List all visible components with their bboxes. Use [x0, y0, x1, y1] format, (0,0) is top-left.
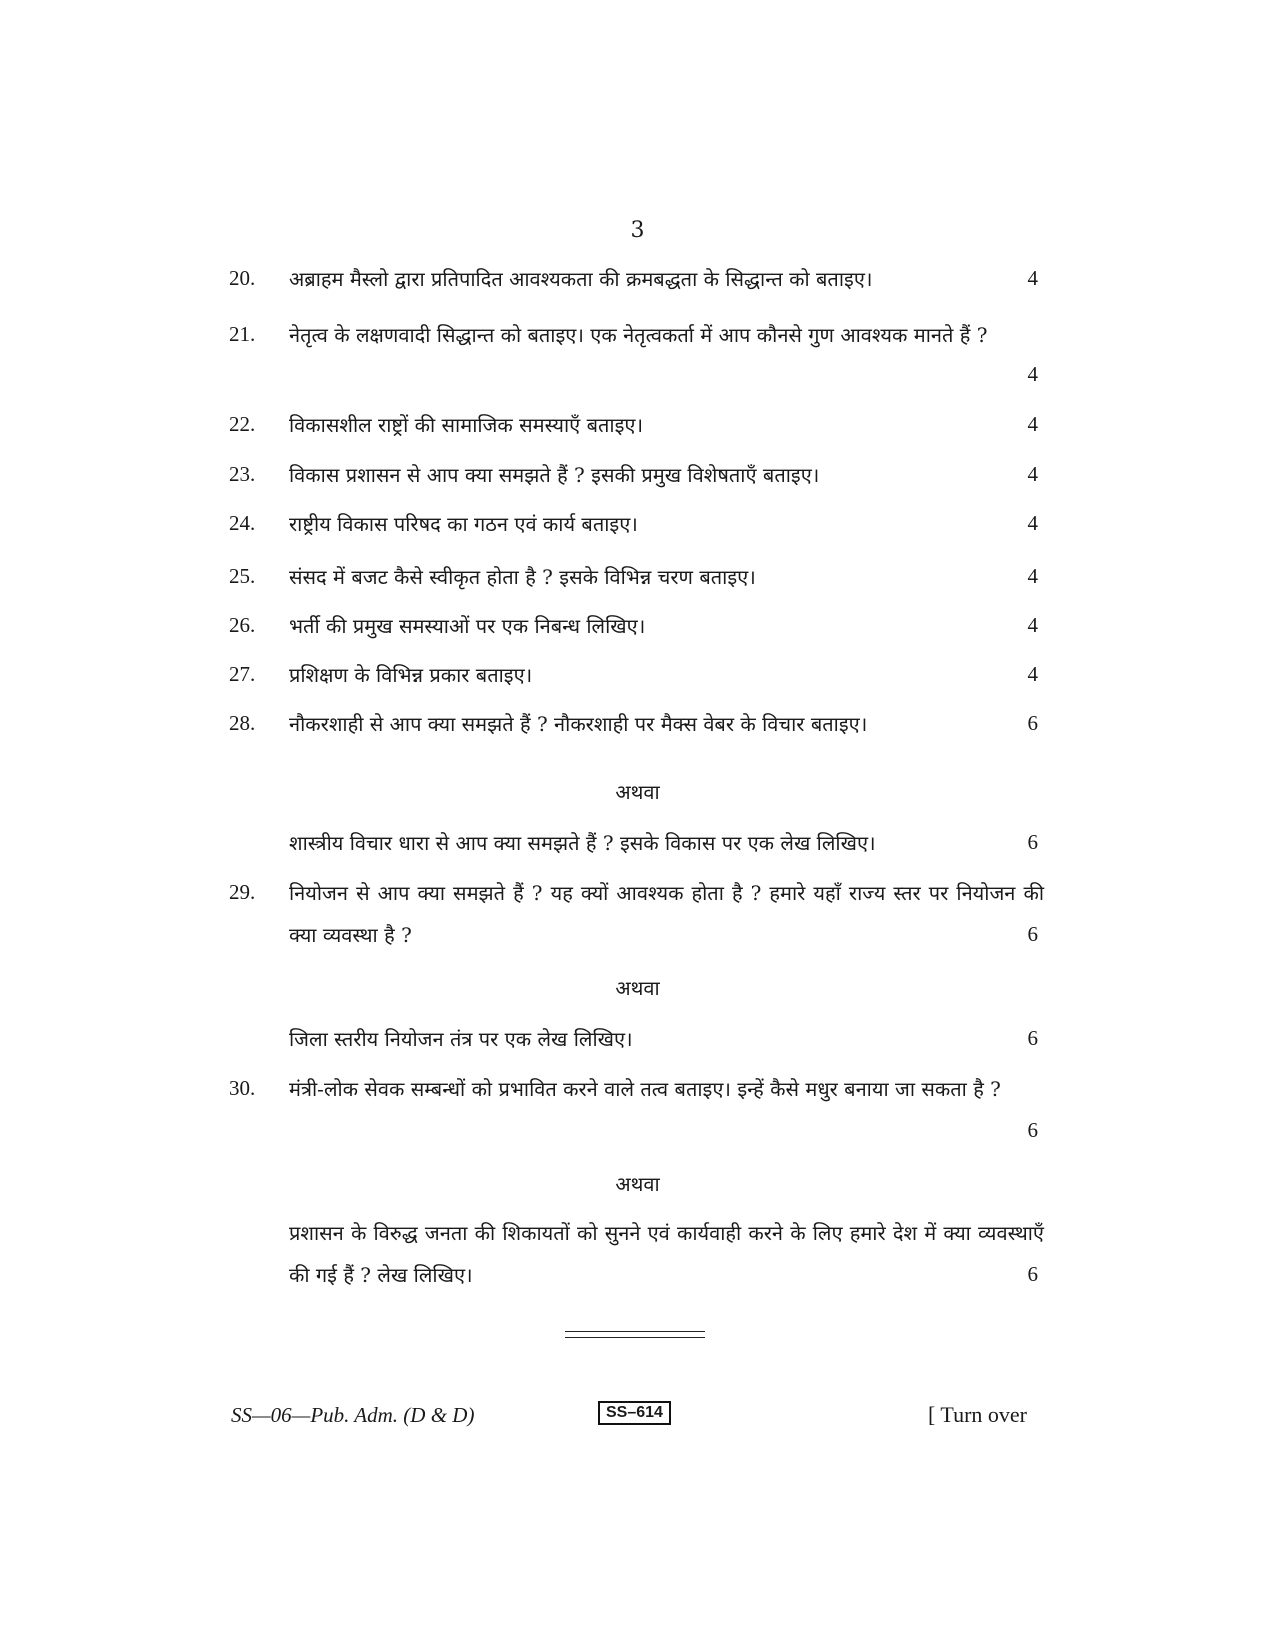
question-28: [0, 703, 1275, 743]
question-number: 28.: [229, 711, 256, 735]
question-text: राष्ट्रीय विकास परिषद का गठन एवं कार्य बताइए।: [289, 512, 638, 536]
alternative-question-text: शास्त्रीय विचार धारा से आप क्या समझते हैं ? इसके विकास पर एक लेख लिखिए।: [289, 831, 876, 855]
page-number: 3: [630, 218, 645, 243]
question-text: अब्राहम मैस्लो द्वारा प्रतिपादित आवश्यकता की क्रमबद्धता के सिद्धान्त को बताइए।: [289, 267, 873, 291]
question-text: प्रशिक्षण के विभिन्न प्रकार बताइए।: [289, 663, 533, 687]
alternative-question-text: प्रशासन के विरुद्ध जनता की शिकायतों को सुनने एवं कार्यवाही करने के लिए हमारे देश में क्या व्यवस्थाएँ की गई हैं ? लेख लिखिए।: [289, 1221, 1044, 1287]
or-label: अथवा: [615, 1172, 660, 1196]
question-25: [0, 556, 1275, 596]
question-marks: 6: [1027, 922, 1038, 946]
question-text: विकास प्रशासन से आप क्या समझते हैं ? इसकी प्रमुख विशेषताएँ बताइए।: [289, 463, 820, 487]
question-text: विकासशील राष्ट्रों की सामाजिक समस्याएँ बताइए।: [289, 413, 644, 437]
question-number: 22.: [229, 412, 256, 436]
question-30: [0, 1068, 1275, 1142]
question-number: 26.: [229, 613, 256, 637]
question-number: 23.: [229, 462, 256, 486]
footer-subject: SS—06—Pub. Adm. (D & D): [231, 1403, 475, 1427]
question-28-alternative: [0, 822, 1275, 862]
or-label: अथवा: [615, 976, 660, 1000]
question-22: [0, 404, 1275, 444]
question-text: संसद में बजट कैसे स्वीकृत होता है ? इसके विभिन्न चरण बताइए।: [289, 565, 756, 589]
question-marks: 4: [1027, 662, 1038, 686]
question-text: मंत्री-लोक सेवक सम्बन्धों को प्रभावित करने वाले तत्व बताइए। इन्हें कैसे मधुर बनाया जा सकता है ?: [289, 1077, 1001, 1101]
question-marks: 4: [1027, 266, 1038, 290]
question-marks: 4: [1027, 511, 1038, 535]
question-21: [0, 314, 1275, 386]
question-marks: 4: [1027, 362, 1038, 386]
question-20: [0, 258, 1275, 298]
question-marks: 6: [1027, 1118, 1038, 1142]
question-marks: 4: [1027, 613, 1038, 637]
question-text: भर्ती की प्रमुख समस्याओं पर एक निबन्ध लिखिए।: [289, 614, 646, 638]
question-27: [0, 654, 1275, 694]
alternative-question-text: जिला स्तरीय नियोजन तंत्र पर एक लेख लिखिए।: [289, 1027, 633, 1051]
question-marks: 4: [1027, 412, 1038, 436]
question-marks: 6: [1027, 711, 1038, 735]
question-30-alternative: [0, 1212, 1275, 1287]
footer-turn-over: [ Turn over: [928, 1402, 1028, 1427]
question-24: [0, 503, 1275, 543]
or-label: अथवा: [615, 780, 660, 804]
question-number: 20.: [229, 266, 256, 290]
question-marks: 4: [1027, 462, 1038, 486]
question-marks: 6: [1027, 1262, 1038, 1286]
question-number: 21.: [229, 322, 256, 346]
question-23: [0, 454, 1275, 494]
question-number: 29.: [229, 880, 256, 904]
question-number: 27.: [229, 662, 256, 686]
question-number: 30.: [229, 1076, 256, 1100]
question-number: 24.: [229, 511, 256, 535]
footer-paper-code: SS–614: [598, 1401, 671, 1425]
question-29: [0, 872, 1275, 947]
question-26: [0, 605, 1275, 645]
question-marks: 6: [1027, 1026, 1038, 1050]
question-number: 25.: [229, 564, 256, 588]
question-marks: 4: [1027, 564, 1038, 588]
question-text: नेतृत्व के लक्षणवादी सिद्धान्त को बताइए। एक नेतृत्वकर्ता में आप कौनसे गुण आवश्यक मानते हैं ?: [289, 323, 988, 347]
question-29-alternative: [0, 1018, 1275, 1058]
question-text: नौकरशाही से आप क्या समझते हैं ? नौकरशाही पर मैक्स वेबर के विचार बताइए।: [289, 712, 868, 736]
question-marks: 6: [1027, 830, 1038, 854]
end-of-paper-rule: [565, 1331, 705, 1338]
question-text: नियोजन से आप क्या समझते हैं ? यह क्यों आवश्यक होता है ? हमारे यहाँ राज्य स्तर पर नियोजन की क्या व्यवस्था है ?: [289, 881, 1044, 947]
